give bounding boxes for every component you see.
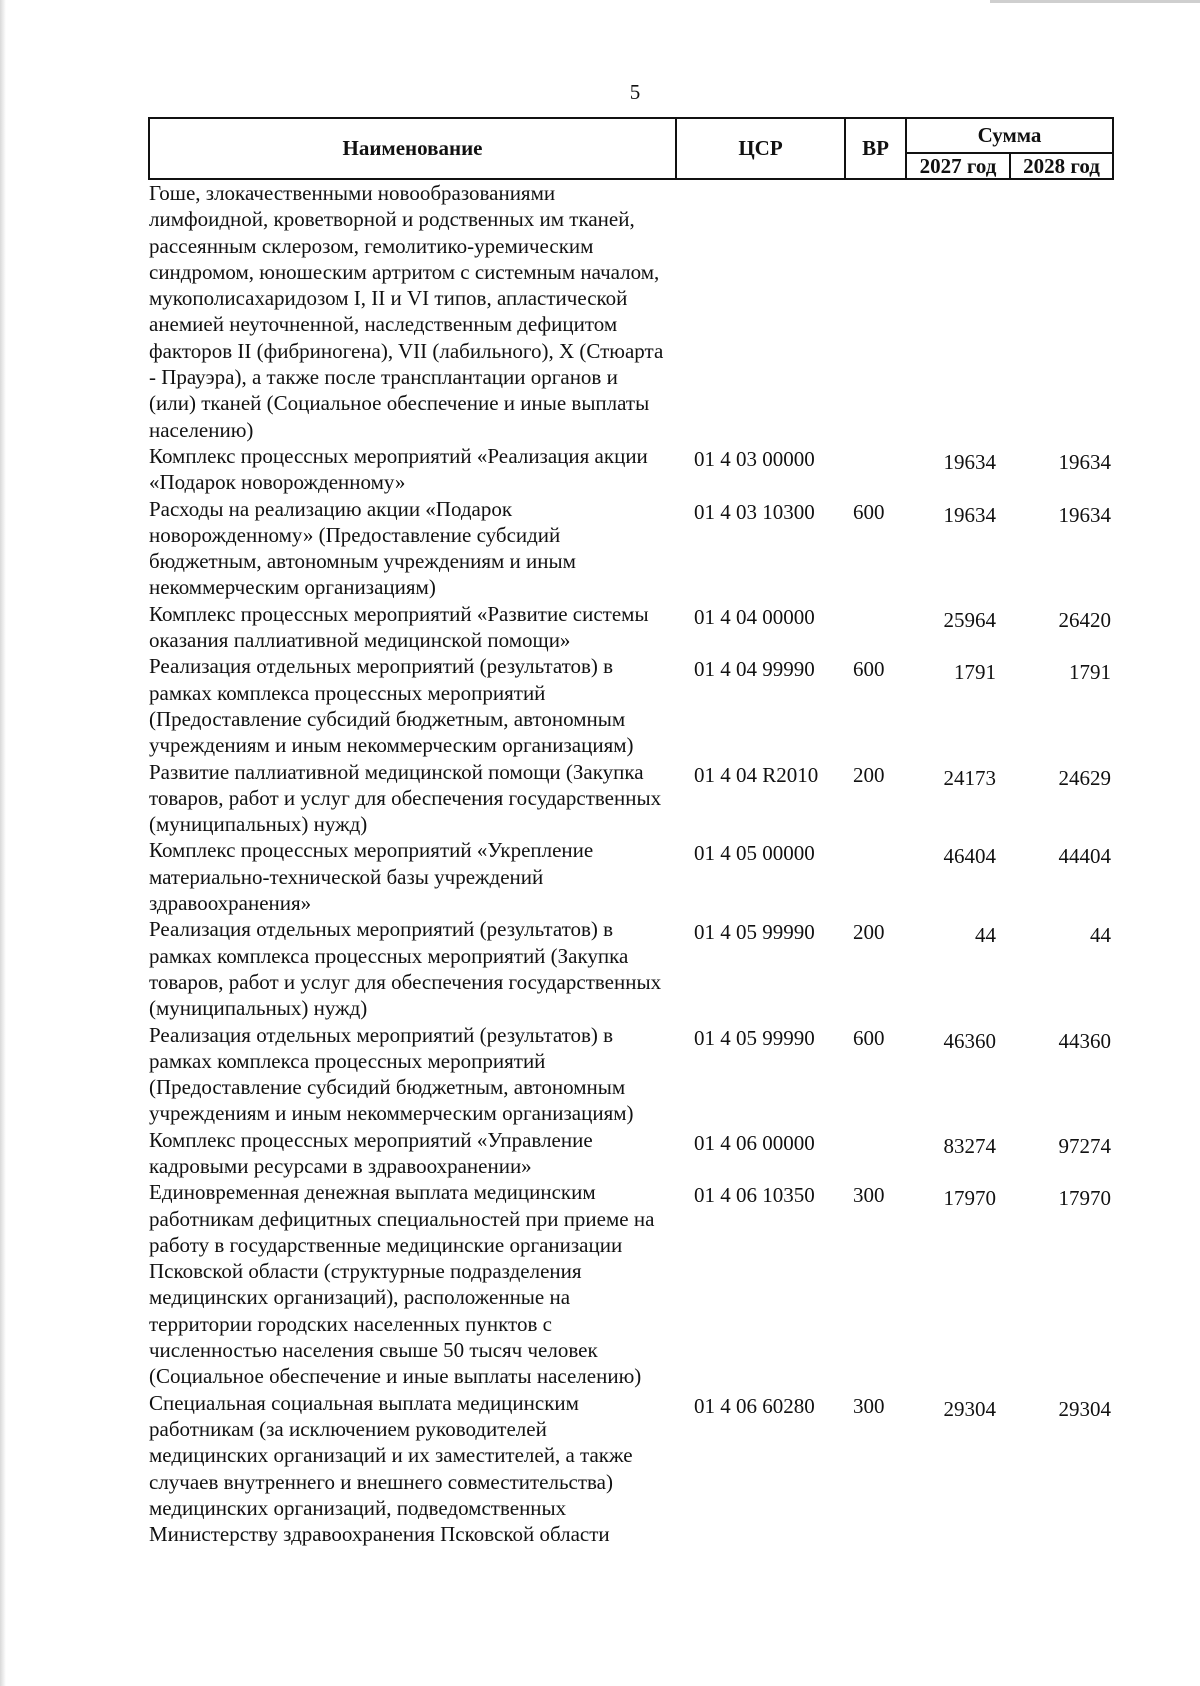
table-row [149, 916, 1113, 1021]
row-name: Реализация отдельных мероприятий (результатов) в рамках комплекса процессных мероприятий (Закупка товаров, работ и услуг для обеспечения государственных (муниципальных) нужд) [149, 917, 662, 1021]
row-csr: 01 4 06 00000 [694, 1130, 815, 1155]
row-sum-2028: 26420 [1058, 607, 1111, 632]
table-row [149, 837, 1113, 916]
row-vr: 600 [853, 499, 885, 524]
row-sum-2027: 44 [975, 923, 996, 948]
header-name: Наименование [149, 118, 676, 179]
row-sum-2027: 46360 [943, 1028, 996, 1053]
row-sum-2028: 44360 [1058, 1028, 1111, 1053]
row-vr [845, 179, 906, 443]
row-sum-2027: 46404 [943, 844, 996, 869]
row-csr: 01 4 03 00000 [694, 446, 815, 471]
budget-table [148, 117, 1114, 1547]
row-vr: 300 [853, 1183, 885, 1208]
row-vr [845, 837, 906, 916]
row-csr: 01 4 06 60280 [694, 1393, 815, 1418]
table-row [149, 1022, 1113, 1127]
row-sum-2028: 29304 [1058, 1396, 1111, 1421]
table-row [149, 601, 1113, 654]
row-sum-2027: 19634 [943, 502, 996, 527]
row-sum-2027: 19634 [943, 449, 996, 474]
row-vr: 600 [853, 657, 885, 682]
row-sum-2028: 97274 [1058, 1133, 1111, 1158]
row-csr: 01 4 05 00000 [694, 841, 815, 866]
table-body [149, 179, 1113, 1547]
row-name: Комплекс процессных мероприятий «Укрепление материально-технической базы учреждений здравоохранения» [149, 838, 594, 916]
row-name: Реализация отдельных мероприятий (результатов) в рамках комплекса процессных мероприятий (Предоставление субсидий бюджетным, автономным учреждениям и иным некоммерческим организациям) [149, 654, 634, 758]
table-row [149, 759, 1113, 838]
row-sum-2027: 1791 [954, 660, 996, 685]
table-row [149, 443, 1113, 496]
row-name: Комплекс процессных мероприятий «Реализация акции «Подарок новорожденному» [149, 443, 648, 495]
table-row [149, 496, 1113, 601]
row-csr: 01 4 04 00000 [694, 604, 815, 629]
row-name: Комплекс процессных мероприятий «Управление кадровыми ресурсами в здравоохранении» [149, 1127, 593, 1178]
row-sum-2028: 19634 [1058, 502, 1111, 527]
header-year-2027: 2027 год [906, 153, 1010, 179]
row-name: Развитие паллиативной медицинской помощи (Закупка товаров, работ и услуг для обеспечения государственных (муниципальных) нужд) [149, 759, 662, 837]
row-vr: 200 [853, 762, 885, 787]
row-vr [845, 601, 906, 654]
row-sum-2028: 24629 [1058, 765, 1111, 790]
row-sum-2028: 17970 [1058, 1186, 1111, 1211]
row-sum-2028 [1010, 179, 1113, 443]
row-sum-2027: 17970 [943, 1186, 996, 1211]
page-number: 5 [629, 80, 641, 104]
table-row [149, 1127, 1113, 1180]
table-row [149, 1390, 1113, 1548]
row-sum-2027: 25964 [943, 607, 996, 632]
row-csr: 01 4 05 99990 [694, 1025, 815, 1050]
row-sum-2028: 44404 [1058, 844, 1111, 869]
row-sum-2028: 19634 [1058, 449, 1111, 474]
header-vr: ВР [845, 118, 906, 179]
row-sum-2028: 1791 [1069, 660, 1111, 685]
row-name: Комплекс процессных мероприятий «Развитие системы оказания паллиативной медицинской помощи» [149, 601, 649, 653]
table-row [149, 179, 1113, 443]
row-sum-2027: 29304 [943, 1396, 996, 1421]
row-sum-2027: 83274 [943, 1133, 996, 1158]
row-vr [845, 443, 906, 496]
header-year-2028: 2028 год [1010, 153, 1113, 179]
header-sum: Сумма [906, 118, 1113, 153]
table-header [149, 118, 1113, 179]
row-sum-2027 [906, 179, 1010, 443]
header-csr: ЦСР [676, 118, 845, 179]
row-csr: 01 4 04 99990 [694, 657, 815, 682]
row-vr: 600 [853, 1025, 885, 1050]
row-csr: 01 4 04 R2010 [694, 762, 819, 787]
scan-edge-left [0, 0, 6, 1686]
row-name: Реализация отдельных мероприятий (результатов) в рамках комплекса процессных мероприятий (Предоставление субсидий бюджетным, автономным учреждениям и иным некоммерческим организациям) [149, 1022, 634, 1126]
row-sum-2027: 24173 [943, 765, 996, 790]
row-vr: 200 [853, 920, 885, 945]
table-row [149, 1179, 1113, 1389]
row-name: Гоше, злокачественными новообразованиями лимфоидной, кроветворной и родственных им тканей, рассеянным склерозом, гемолитико-уремическим синдромом, юношеским артритом с системным началом, мукополисахаридозом I, II и VI типов, апластической анемией неуточненной, наследственным дефицитом факторов II (фибриногена), VII (лабильного), X (Стюарта - Прауэра), а также после трансплантации органов и (или) тканей (Социальное обеспечение и иные выплаты населению) [149, 181, 664, 442]
row-vr: 300 [853, 1393, 885, 1418]
row-csr: 01 4 05 99990 [694, 920, 815, 945]
row-csr [676, 179, 845, 443]
row-name: Расходы на реализацию акции «Подарок новорожденному» (Предоставление субсидий бюджетным, автономным учреждениям и иным некоммерческим организациям) [149, 496, 576, 600]
row-sum-2028: 44 [1090, 923, 1111, 948]
row-name: Единовременная денежная выплата медицинским работникам дефицитных специальностей при приеме на работу в государственные медицинские организации Псковской области (структурные подразделения медицинских организаций), расположенные на территории городских населенных пунктов с численностью населения свыше 50 тысяч человек (Социальное обеспечение и иные выплаты населению) [149, 1180, 655, 1389]
row-vr [845, 1127, 906, 1180]
row-name: Специальная социальная выплата медицинским работникам (за исключением руководителей медицинских организаций и их заместителей, а также случаев внутреннего и внешнего совместительства) медицинских организаций, подведомственных Министерству здравоохранения Псковской области [149, 1390, 633, 1547]
row-csr: 01 4 03 10300 [694, 499, 815, 524]
scan-edge-top [990, 0, 1200, 3]
table-row [149, 653, 1113, 758]
row-csr: 01 4 06 10350 [694, 1183, 815, 1208]
